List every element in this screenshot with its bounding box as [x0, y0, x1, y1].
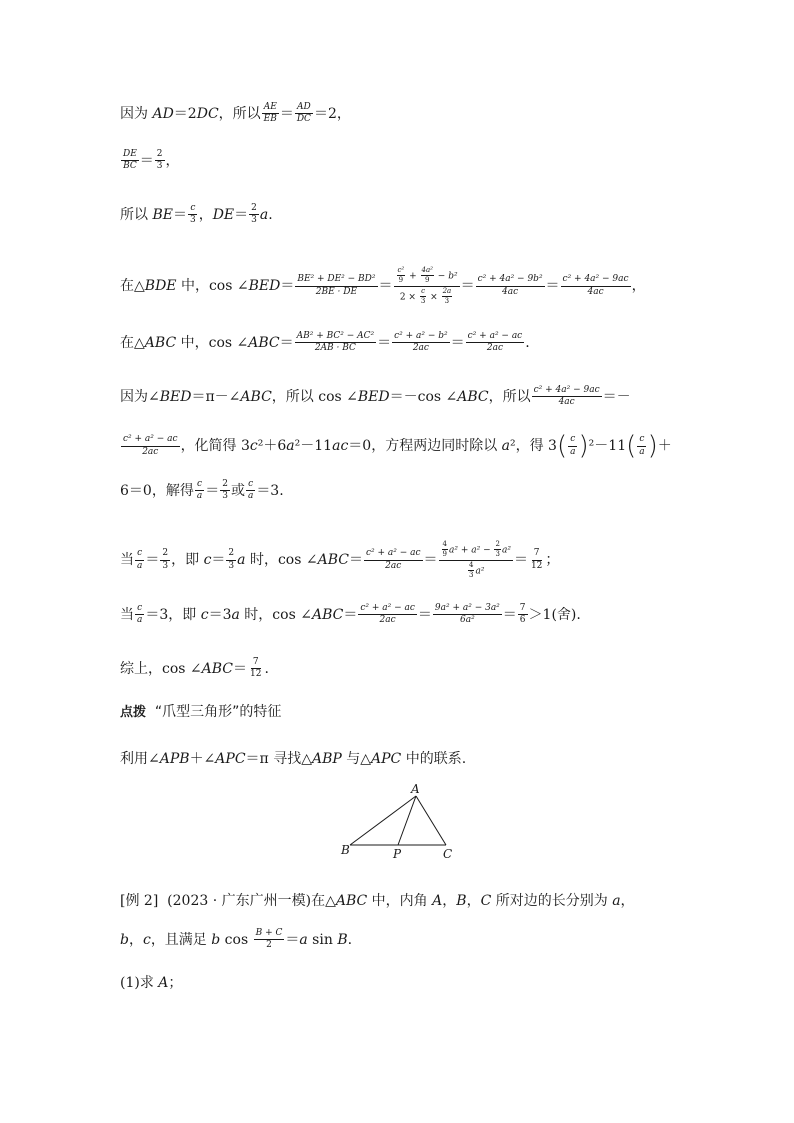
fraction-c-a: $\frac{c}{a}$ — [137, 603, 143, 626]
var: a — [231, 606, 240, 623]
var: A — [432, 893, 443, 909]
text: ＝ — [377, 334, 392, 351]
text: 中的联系. — [401, 751, 467, 767]
fraction-ad-dc: $\frac{AD}{DC}$ — [296, 102, 311, 125]
var: APC — [371, 751, 402, 767]
text: sin — [307, 931, 338, 948]
text: ＝0，方程两边同时除以 — [348, 438, 502, 454]
tip-heading — [120, 705, 680, 719]
var: b — [120, 931, 129, 948]
fraction-7-12: $\frac{7}{12}$ — [250, 657, 262, 680]
fraction-2-3: $\frac{2}{3}$ — [156, 149, 163, 172]
text: ＝ — [233, 660, 248, 677]
var: BED — [159, 388, 192, 405]
text: ＝－ — [602, 388, 631, 405]
var: C — [480, 893, 492, 909]
var: b — [211, 931, 221, 948]
text: ， — [631, 278, 646, 295]
text: ²＋6 — [257, 438, 287, 454]
text: 中，内角 — [367, 893, 433, 909]
text: ，化简得 3 — [180, 438, 250, 454]
example-2-question-1 — [120, 976, 680, 990]
text: 因为 — [120, 105, 153, 122]
tip-label: 点拨 — [120, 704, 147, 720]
text: ＝ — [502, 606, 517, 623]
text: ， — [466, 893, 481, 909]
example-2-line-1 — [120, 894, 686, 908]
text: ＋ — [657, 438, 672, 454]
text: ＝ — [423, 552, 438, 569]
text: cos — [220, 931, 253, 948]
var: AD — [152, 105, 174, 122]
var: APB — [159, 751, 190, 767]
var: ABC — [248, 334, 280, 351]
text: ＝ — [280, 278, 295, 295]
text: ²－11 — [294, 438, 333, 454]
text: ＝ — [378, 278, 393, 295]
text: 6＝0，解得 — [120, 482, 194, 499]
solution-line-11 — [120, 658, 680, 680]
var: DC — [196, 105, 219, 122]
text: ； — [545, 552, 560, 569]
text: ＝ — [139, 152, 154, 169]
fraction: $\frac{\text{c² + a² − ac}}{2ac}$ — [467, 331, 523, 354]
var: B — [456, 893, 467, 909]
text: 综上，cos ∠ — [120, 660, 202, 677]
text: ， — [128, 931, 143, 948]
text: 中，cos ∠ — [176, 278, 249, 295]
solution-line-2 — [120, 150, 680, 172]
text: ＋∠ — [189, 751, 216, 767]
text: ，且满足 — [150, 931, 212, 948]
text: ²－11 — [588, 438, 627, 454]
text: ＝π 寻找△ — [245, 751, 312, 767]
tip-title: “爪型三角形”的特征 — [146, 704, 282, 720]
text: ＝ — [205, 482, 220, 499]
text: . — [268, 206, 273, 223]
var: a — [286, 438, 295, 454]
text: 利用∠ — [120, 751, 160, 767]
fraction-c-a: $\frac{c}{a}$ — [247, 479, 254, 502]
text: ＝π－∠ — [191, 388, 241, 405]
solution-line-9 — [120, 541, 680, 579]
text: ＝ — [460, 278, 475, 295]
var: DE — [212, 206, 235, 223]
fraction: $\frac{\text{9a² + a² − 3a²}}{\text{6a²}}$ — [434, 603, 500, 626]
fraction: $\frac{\text{c² + a² − ac}}{2ac}$ — [123, 434, 178, 457]
text: ，所以 cos ∠ — [271, 388, 358, 405]
text: ＞1(舍). — [528, 606, 581, 623]
text: ＝ — [513, 552, 528, 569]
fraction-de-bc: $\frac{DE}{BC}$ — [123, 149, 137, 172]
var: a — [612, 893, 621, 909]
text: ＝ — [450, 334, 465, 351]
var: a — [259, 206, 269, 223]
text: ＝ — [145, 552, 160, 569]
text: ， — [198, 206, 213, 223]
fraction: $\frac{\text{c² + a² − ac}}{2ac}$ — [365, 548, 421, 571]
text: 当 — [120, 552, 134, 569]
text: 时，cos ∠ — [245, 552, 318, 569]
fraction-2-3: $\frac{2}{3}$ — [162, 548, 169, 571]
var: c — [249, 438, 258, 454]
text: ， — [165, 152, 180, 169]
var: ABP — [311, 751, 342, 767]
text: 当 — [120, 606, 134, 623]
var: ABC — [317, 552, 349, 569]
text: 或 — [230, 482, 245, 499]
text: ＝ — [234, 206, 249, 223]
text: ＝3 — [208, 606, 232, 623]
fraction-law-of-cosines-abc: $\frac{\text{AB² + BC² − AC²}}{2AB \cdot BC}$ — [296, 331, 375, 354]
solution-line-5 — [120, 332, 680, 354]
var: APC — [215, 751, 246, 767]
var: ABC — [144, 334, 177, 351]
label-a: A — [411, 782, 420, 796]
segment-ba — [350, 796, 416, 845]
text: ＝3，即 — [145, 606, 201, 623]
text: ＝ — [545, 278, 560, 295]
text: ＝ — [279, 334, 294, 351]
text: ＝ — [417, 606, 432, 623]
triangle-figure — [330, 780, 470, 864]
fraction-c-3: $\frac{c}{3}$ — [189, 203, 196, 226]
var: B — [337, 931, 348, 948]
tip-body — [120, 752, 680, 766]
fraction-compound: $\frac{4}{9}$ a² + a² − $\frac{2}{3}$ a² $\frac{4}{3}$ a² — [439, 541, 513, 579]
var: ABC — [335, 893, 368, 909]
fraction-law-of-cosines-bed: $\frac{\text{BE² + DE² − BD²}}{2BE \cdot DE}$ — [297, 274, 376, 297]
var: A — [158, 975, 169, 991]
label-b: B — [341, 843, 350, 857]
text: ＝ — [279, 105, 294, 122]
var: BE — [152, 206, 173, 223]
text: ＝2 — [173, 105, 197, 122]
text: ²，得 3 — [510, 438, 557, 454]
fraction-b-plus-c-over-2: $\frac{B + C}{2}$ — [255, 928, 283, 951]
text: 时，cos ∠ — [239, 606, 312, 623]
text: (1)求 — [120, 975, 159, 991]
text: 在△ — [120, 278, 145, 295]
text: ＝－cos ∠ — [389, 388, 458, 405]
fraction: $\frac{\text{c² + a² − ac}}{2ac}$ — [360, 603, 415, 626]
var: ac — [332, 438, 349, 454]
text: 因为∠ — [120, 388, 160, 405]
segment-ac — [416, 796, 446, 845]
text: ＝ — [343, 606, 358, 623]
text: . — [525, 334, 530, 351]
text: 所对边的长分别为 — [491, 893, 613, 909]
segment-ap — [398, 796, 416, 845]
var: c — [142, 931, 151, 948]
var: BED — [357, 388, 390, 405]
text: 所以 — [120, 206, 153, 223]
fraction-c-a: $\frac{c}{a}$ — [137, 548, 143, 571]
text: ； — [168, 975, 183, 991]
paren-c-over-a: ( $\frac{c}{a}$ ) — [626, 431, 658, 461]
var: a — [299, 931, 308, 948]
text: . — [347, 931, 353, 948]
example-label: [例 2] — [120, 893, 159, 909]
text: 在△ — [120, 334, 145, 351]
text: ＝3. — [256, 482, 284, 499]
var: c — [200, 606, 209, 623]
text: . — [264, 660, 269, 677]
fraction-2-3: $\frac{2}{3}$ — [222, 479, 228, 502]
paren-c-over-a: ( $\frac{c}{a}$ ) — [556, 431, 589, 461]
text: ，所以 — [218, 105, 261, 122]
fraction: $\frac{\text{c² + 4a² − 9ac}}{4ac}$ — [533, 385, 600, 408]
fraction: $\frac{\text{c² + 4a² − 9ac}}{4ac}$ — [562, 274, 629, 297]
text: ＝ — [172, 206, 187, 223]
fraction-ae-eb: $\frac{AE}{EB}$ — [263, 102, 277, 125]
solution-line-8 — [120, 480, 680, 502]
var: ABC — [311, 606, 344, 623]
fraction: $\frac{\text{c² + a² − b²}}{2ac}$ — [394, 331, 448, 354]
fraction-compound: $\frac{\text{c²}}{9}$ + $\frac{\text{4a²}}{9}$ − b² 2 × $\frac{c}{3}$ × $\frac{2a}{3}$ — [394, 267, 460, 305]
solution-line-6 — [120, 386, 680, 408]
text: 与△ — [341, 751, 372, 767]
solution-line-7 — [120, 433, 680, 459]
text: ，即 — [171, 552, 204, 569]
fraction-7-6: $\frac{7}{6}$ — [519, 603, 526, 626]
text: ＝ — [285, 931, 300, 948]
label-c: C — [443, 847, 453, 861]
fraction-c-a: $\frac{c}{a}$ — [196, 479, 203, 502]
var: a — [237, 552, 246, 569]
fraction: $\frac{\text{c² + 4a² − 9b²}}{4ac}$ — [477, 274, 543, 297]
text: ＝2， — [313, 105, 351, 122]
solution-line-10 — [120, 604, 680, 626]
var: ABC — [457, 388, 489, 405]
fraction-2-3: $\frac{2}{3}$ — [251, 203, 257, 226]
var: a — [501, 438, 510, 454]
var: BED — [248, 278, 281, 295]
var: ABC — [201, 660, 234, 677]
text: 中，cos ∠ — [176, 334, 249, 351]
text: ＝ — [348, 552, 363, 569]
solution-line-3 — [120, 204, 680, 226]
solution-line-1 — [120, 103, 680, 125]
text: (2023 · 广东广州一模)在△ — [158, 893, 336, 909]
var: c — [203, 552, 212, 569]
text: ＝ — [211, 552, 226, 569]
label-p: P — [393, 847, 402, 861]
example-2-line-2 — [120, 929, 680, 951]
text: ，所以 — [488, 388, 531, 405]
solution-line-4 — [120, 267, 680, 305]
var: BDE — [144, 278, 177, 295]
text: ， — [620, 893, 635, 909]
fraction-7-12: $\frac{7}{12}$ — [530, 548, 543, 571]
text: ， — [442, 893, 457, 909]
var: ABC — [240, 388, 272, 405]
fraction-2-3: $\frac{2}{3}$ — [228, 548, 235, 571]
